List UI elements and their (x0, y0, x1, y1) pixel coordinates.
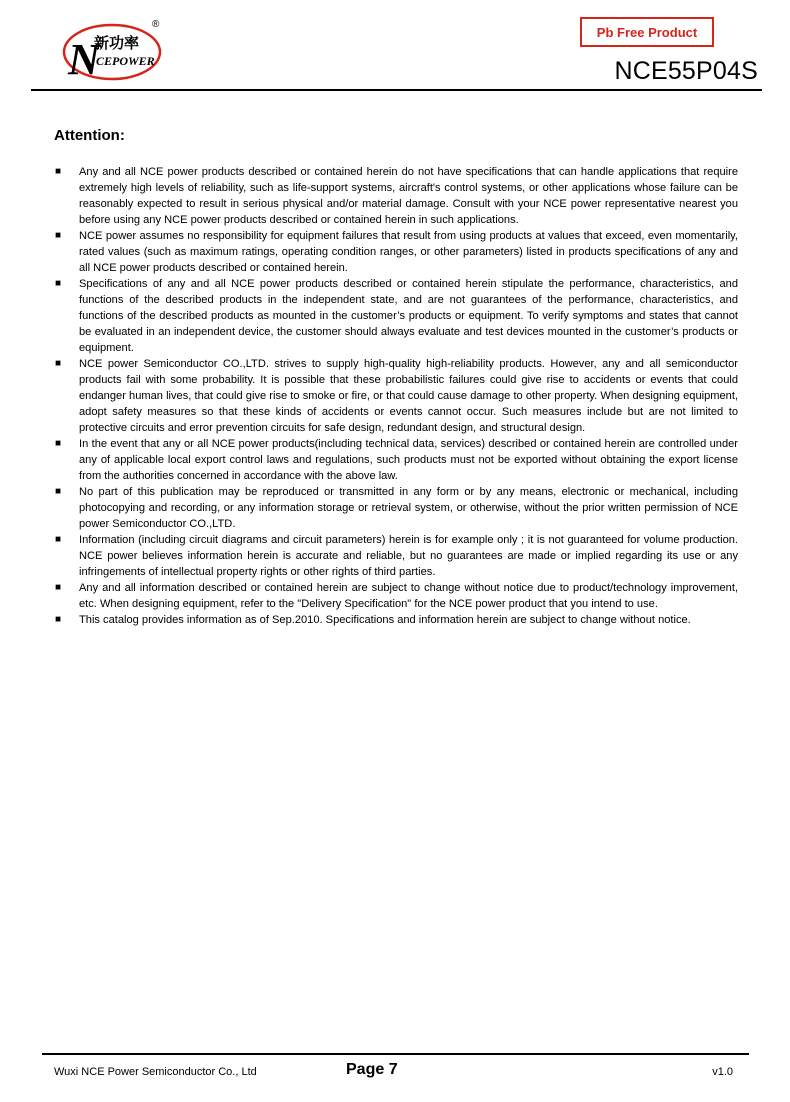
pb-free-badge: Pb Free Product (580, 17, 714, 47)
notice-list (53, 164, 738, 628)
notice-item (53, 484, 738, 532)
notice-text: Information (including circuit diagrams and circuit parameters) herein is for example only ; it is not guaranteed for volume production. NCE power believes information herein is accurate and reliable, but no guarantees are made or implied regarding its use or any infringements of intellectual property rights or other rights of third parties. (79, 534, 738, 578)
bullet-square-icon: ■ (55, 614, 62, 625)
bullet-square-icon: ■ (55, 358, 62, 369)
registered-mark: ® (152, 19, 160, 30)
notice-item (53, 356, 738, 436)
part-number: NCE55P04S (614, 57, 758, 85)
bullet-square-icon: ■ (55, 278, 62, 289)
notice-item (53, 276, 738, 356)
logo-wordmark: CEPOWER (96, 54, 155, 68)
notice-item (53, 164, 738, 228)
bullet-square-icon: ■ (55, 166, 62, 177)
notice-text: Any and all information described or contained herein are subject to change without notice due to product/technology improvement, etc. When designing equipment, refer to the "Delivery Specification" for the NCE power product that you intend to use. (79, 582, 738, 610)
bullet-square-icon: ■ (55, 438, 62, 449)
logo-chinese: 新功率 (94, 34, 140, 52)
footer-divider (42, 1053, 749, 1055)
notice-text: This catalog provides information as of Sep.2010. Specifications and information herein are subject to change without notice. (79, 614, 691, 626)
notice-item (53, 612, 738, 628)
bullet-square-icon: ■ (55, 534, 62, 545)
notice-item (53, 228, 738, 276)
notice-text: In the event that any or all NCE power products(including technical data, services) described or contained herein are controlled under any of applicable local export control laws and regulations, such products must not be exported without obtaining the export license from the authorities concerned in accordance with the above law. (79, 438, 738, 482)
bullet-square-icon: ■ (55, 486, 62, 497)
bullet-square-icon: ■ (55, 582, 62, 593)
bullet-square-icon: ■ (55, 230, 62, 241)
notice-text: NCE power Semiconductor CO.,LTD. strives to supply high-quality high-reliability products. However, any and all semiconductor products fail with some probability. It is possible that these probabilistic failures could give rise to accidents or events that could endanger human lives, that could give rise to smoke or fire, or that could cause damage to other property. When designing equipment, adopt safety measures so that these kinds of accidents or events cannot occur. Such measures include but are not limited to protective circuits and error prevention circuits for safe design, redundant design, and structural design. (79, 358, 738, 434)
document-version: v1.0 (712, 1066, 733, 1078)
notice-text: Specifications of any and all NCE power products described or contained herein stipulate the performance, characteristics, and functions of the described products in the independent state, and are not guarantees of the performance, characteristics, and functions of the described products as mounted in the customer’s products or equipment. To verify symptoms and states that cannot be evaluated in an independent device, the customer should always evaluate and test devices mounted in the customer’s products or equipment. (79, 278, 738, 354)
logo-initial: N (68, 35, 100, 82)
footer-company: Wuxi NCE Power Semiconductor Co., Ltd (54, 1066, 257, 1078)
company-logo (62, 14, 170, 82)
notice-text: No part of this publication may be reproduced or transmitted in any form or by any means, electronic or mechanical, including photocopying and recording, or any information storage or retrieval system, or otherwise, without the prior written permission of NCE power Semiconductor CO.,LTD. (79, 486, 738, 530)
notice-item (53, 436, 738, 484)
attention-heading: Attention: (54, 127, 125, 144)
notice-item (53, 580, 738, 612)
header-divider (31, 89, 762, 91)
notice-text: Any and all NCE power products described or contained herein do not have specifications that can handle applications that require extremely high levels of reliability, such as life-support systems, aircraft's control systems, or other applications whose failure can be reasonably expected to result in serious physical and/or material damage. Consult with your NCE power representative nearest you before using any NCE power products described or contained herein in such applications. (79, 166, 738, 226)
notice-item (53, 532, 738, 580)
notice-text: NCE power assumes no responsibility for equipment failures that result from using products at values that exceed, even momentarily, rated values (such as maximum ratings, operating condition ranges, or other parameters) listed in products specifications of any and all NCE power products described or contained herein. (79, 230, 738, 274)
page-number: Page 7 (346, 1061, 398, 1078)
